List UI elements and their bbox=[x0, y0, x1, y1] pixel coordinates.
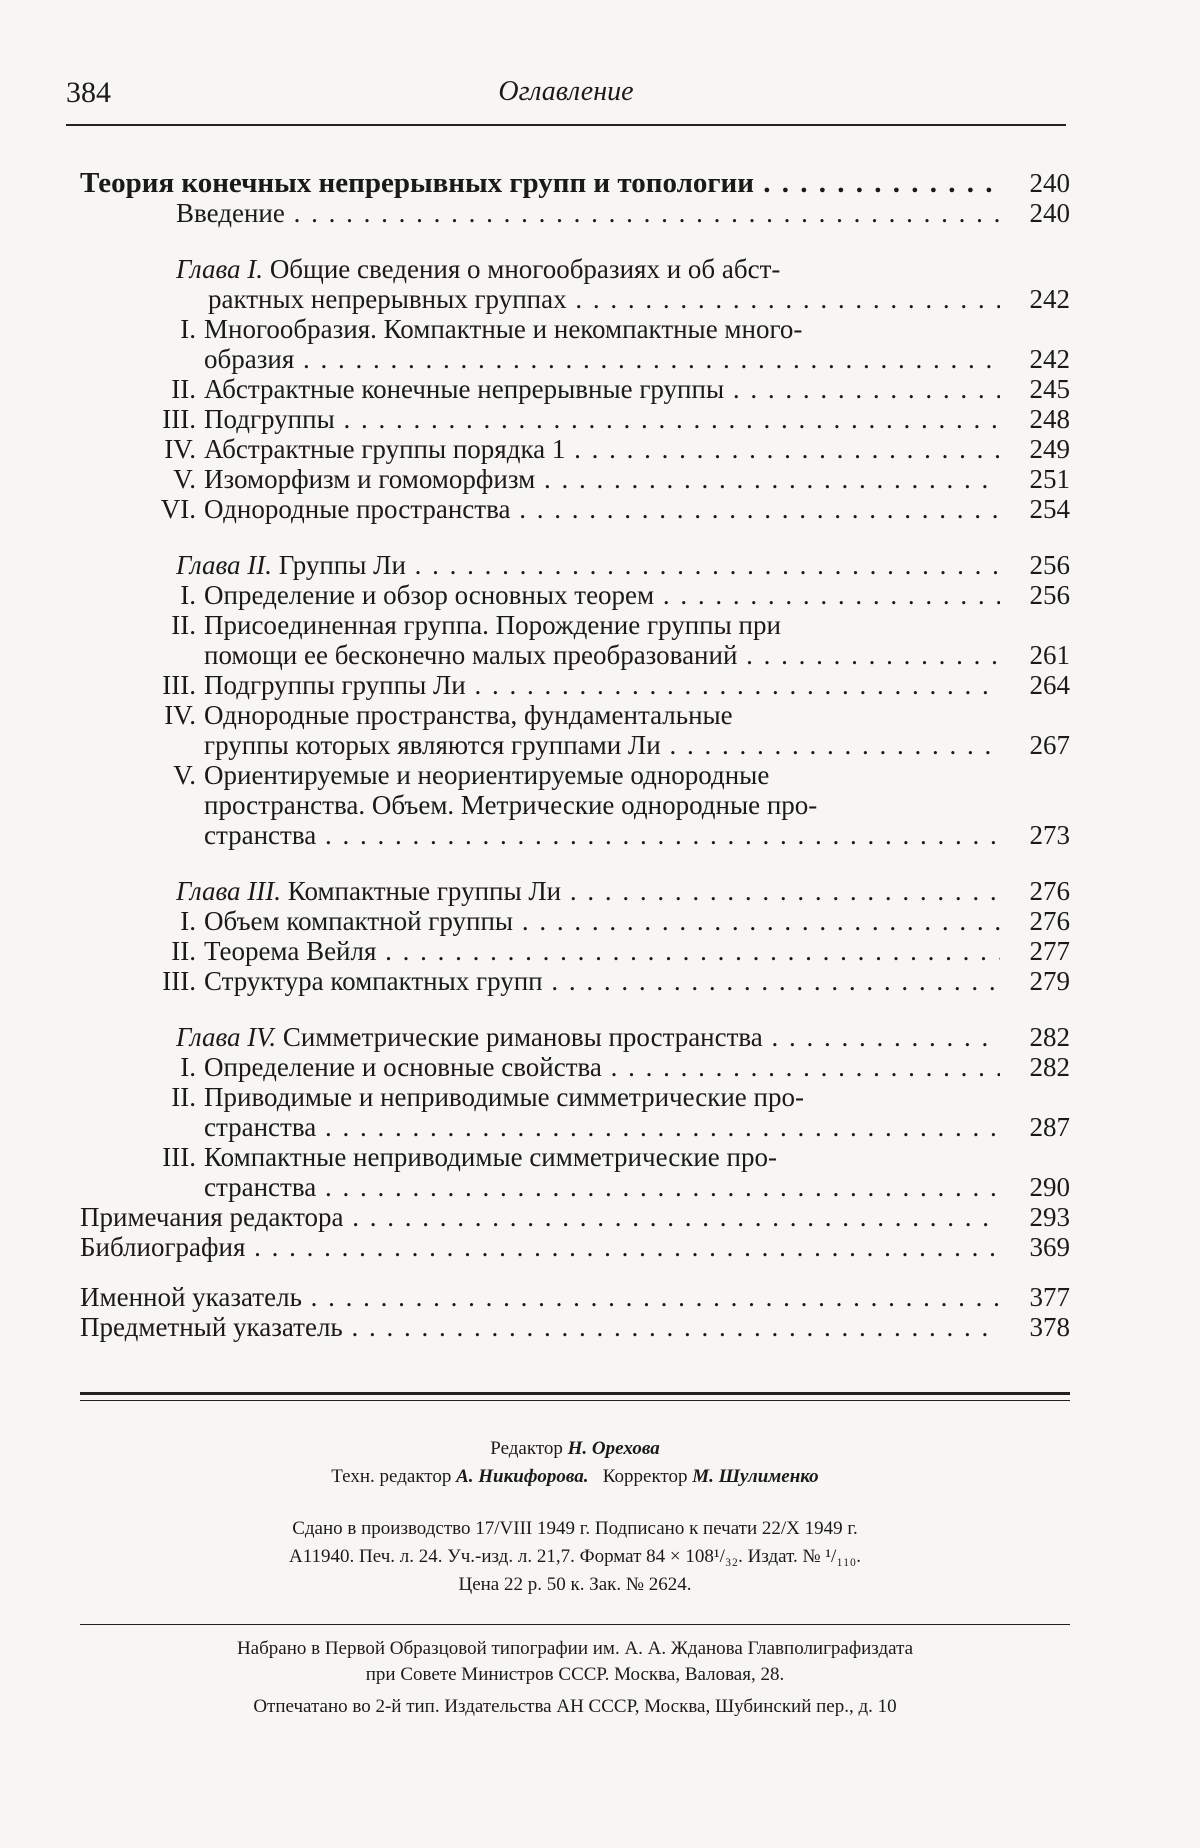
toc-item-number: I. bbox=[180, 580, 196, 610]
toc-entry bbox=[80, 760, 1070, 850]
toc-entry bbox=[80, 464, 1070, 494]
toc-page-number: 293 bbox=[1029, 1202, 1070, 1232]
toc-entry bbox=[80, 580, 1070, 610]
toc-entry-text: Присоединенная группа. Порождение группы при bbox=[204, 610, 781, 640]
toc-item-number: II. bbox=[171, 1082, 196, 1112]
toc-page-number: 264 bbox=[1029, 670, 1070, 700]
running-title: Оглавление bbox=[498, 76, 634, 107]
toc-page-number: 256 bbox=[1029, 550, 1070, 580]
toc-page-number: 267 bbox=[1029, 730, 1070, 760]
toc-entry-text: помощи ее бесконечно малых преобразований . . . bbox=[204, 640, 1000, 670]
toc-item-number: III. bbox=[162, 966, 196, 996]
toc-entry-text: Объем компактной группы . . . bbox=[204, 906, 1000, 936]
toc-entry-text: Определение и основные свойства . . . bbox=[204, 1052, 1000, 1082]
chapter-label: Глава II. bbox=[176, 550, 273, 580]
toc-entry bbox=[80, 494, 1070, 524]
toc-entry-text: Теорема Вейля . . . bbox=[204, 936, 1000, 966]
toc-entry-text: Глава IV. Симметрические римановы пространства . . . bbox=[176, 1022, 1000, 1052]
toc-page-number: 261 bbox=[1029, 640, 1070, 670]
chapter-label: Глава I. bbox=[176, 254, 264, 284]
imprint-rule bbox=[80, 1392, 1070, 1395]
toc-entry-text: странства . . . bbox=[204, 1112, 1000, 1142]
toc-item-number: II. bbox=[171, 374, 196, 404]
toc-item-number: I. bbox=[180, 314, 196, 344]
toc-entry bbox=[80, 906, 1070, 936]
toc-item-number: III. bbox=[162, 670, 196, 700]
toc-entry bbox=[80, 1312, 1070, 1342]
toc-entry bbox=[80, 936, 1070, 966]
toc-page-number: 242 bbox=[1029, 284, 1070, 314]
toc-entry bbox=[80, 966, 1070, 996]
toc-entry-text: Приводимые и неприводимые симметрические про- bbox=[204, 1082, 804, 1112]
toc-entry-text: группы которых являются группами Ли . . . bbox=[204, 730, 1000, 760]
toc-entry bbox=[80, 314, 1070, 374]
toc-entry-text: Структура компактных групп . . . bbox=[204, 966, 1000, 996]
header-rule bbox=[66, 124, 1066, 126]
toc-item-number: IV. bbox=[164, 700, 196, 730]
page-header bbox=[66, 76, 1066, 116]
tech-editor-line bbox=[80, 1464, 1070, 1490]
toc-entry bbox=[80, 1232, 1070, 1262]
toc-page-number: 273 bbox=[1029, 820, 1070, 850]
toc-entry-text: Теория конечных непрерывных групп и топологии . . . bbox=[80, 168, 1000, 198]
toc-entry-text: пространства. Объем. Метрические однородные про- bbox=[204, 790, 818, 820]
printer-line-3: Отпечатано во 2-й тип. Издательства АН СССР, Москва, Шубинский пер., д. 10 bbox=[253, 1696, 897, 1717]
toc-entry-text: рактных непрерывных группах . . . bbox=[208, 284, 1000, 314]
toc-page-number: 251 bbox=[1029, 464, 1070, 494]
toc-page-number: 377 bbox=[1029, 1282, 1070, 1312]
toc-entry-text: Абстрактные группы порядка 1 . . . bbox=[204, 434, 1000, 464]
page-number: 384 bbox=[66, 76, 111, 109]
tech-editor-label: Техн. редактор bbox=[331, 1466, 452, 1487]
editor-name: Н. Орехова bbox=[567, 1438, 660, 1459]
printer-line-1: Набрано в Первой Образцовой типографии им. А. А. Жданова Главполиграфиздата bbox=[236, 1638, 914, 1659]
tech-editor-name: А. Никифорова. bbox=[456, 1466, 589, 1487]
toc-page-number: 282 bbox=[1029, 1022, 1070, 1052]
toc-page-number: 249 bbox=[1029, 434, 1070, 464]
toc-page-number: 254 bbox=[1029, 494, 1070, 524]
toc-item-number: V. bbox=[173, 760, 196, 790]
toc-item-number: III. bbox=[162, 1142, 196, 1172]
toc-item-number: III. bbox=[162, 404, 196, 434]
toc-entry bbox=[80, 1282, 1070, 1312]
toc-page-number: 279 bbox=[1029, 966, 1070, 996]
toc-entry-text: Компактные неприводимые симметрические про- bbox=[204, 1142, 777, 1172]
toc-entry bbox=[80, 1022, 1070, 1052]
toc-page-number: 369 bbox=[1029, 1232, 1070, 1262]
toc-entry-text: Примечания редактора . . . bbox=[80, 1202, 1000, 1232]
toc-page-number: 290 bbox=[1029, 1172, 1070, 1202]
imprint-price: Цена 22 р. 50 к. Зак. № 2624. bbox=[458, 1574, 692, 1595]
toc-entry-text: Подгруппы . . . bbox=[204, 404, 1000, 434]
toc-entry bbox=[80, 168, 1070, 198]
editor-line bbox=[80, 1436, 1070, 1462]
toc-page-number: 240 bbox=[1029, 168, 1070, 198]
toc-entry-text: Определение и обзор основных теорем . . . bbox=[204, 580, 1000, 610]
toc-page-number: 378 bbox=[1029, 1312, 1070, 1342]
toc-entry bbox=[80, 1052, 1070, 1082]
printer-line-2: при Совете Министров СССР. Москва, Валовая, 28. bbox=[365, 1664, 785, 1685]
toc-entry-text: Однородные пространства . . . bbox=[204, 494, 1000, 524]
toc-entry bbox=[80, 1202, 1070, 1232]
toc-page-number: 248 bbox=[1029, 404, 1070, 434]
toc-entry-text: Изоморфизм и гомоморфизм . . . bbox=[204, 464, 1000, 494]
toc-item-number: II. bbox=[171, 610, 196, 640]
toc-entry bbox=[80, 610, 1070, 670]
chapter-label: Глава III. bbox=[176, 876, 282, 906]
toc-entry-text: странства . . . bbox=[204, 820, 1000, 850]
toc-entry-text: Введение . . . bbox=[176, 198, 1000, 228]
toc-page-number: 240 bbox=[1029, 198, 1070, 228]
toc-entry bbox=[80, 434, 1070, 464]
toc-entry-text: Глава I. Общие сведения о многообразиях и об абст- bbox=[176, 254, 781, 284]
toc-entry-text: Глава III. Компактные группы Ли . . . bbox=[176, 876, 1000, 906]
imprint-production-dates: Сдано в производство 17/VIII 1949 г. Подписано к печати 22/X 1949 г. bbox=[292, 1518, 858, 1539]
imprint-rule-thin bbox=[80, 1400, 1070, 1401]
toc-page-number: 276 bbox=[1029, 876, 1070, 906]
toc-entry bbox=[80, 1082, 1070, 1142]
toc-entry-text: Подгруппы группы Ли . . . bbox=[204, 670, 1000, 700]
toc-item-number: I. bbox=[180, 1052, 196, 1082]
toc-page-number: 245 bbox=[1029, 374, 1070, 404]
toc-page-number: 242 bbox=[1029, 344, 1070, 374]
toc-page-number: 282 bbox=[1029, 1052, 1070, 1082]
toc-entry bbox=[80, 670, 1070, 700]
toc-page-number: 287 bbox=[1029, 1112, 1070, 1142]
corrector-name: М. Шулименко bbox=[692, 1466, 819, 1487]
toc-entry-text: Абстрактные конечные непрерывные группы . . . bbox=[204, 374, 1000, 404]
toc-item-number: V. bbox=[173, 464, 196, 494]
toc-entry bbox=[80, 374, 1070, 404]
toc-entry-text: Однородные пространства, фундаментальные bbox=[204, 700, 733, 730]
toc-entry bbox=[80, 198, 1070, 228]
toc-entry bbox=[80, 550, 1070, 580]
corrector-label: Корректор bbox=[602, 1466, 688, 1487]
toc-entry-text: образия . . . bbox=[204, 344, 1000, 374]
toc-entry bbox=[80, 254, 1070, 314]
toc-entry bbox=[80, 1142, 1070, 1202]
toc-entry-text: Многообразия. Компактные и некомпактные много- bbox=[204, 314, 803, 344]
toc-item-number: IV. bbox=[164, 434, 196, 464]
toc-item-number: II. bbox=[171, 936, 196, 966]
toc-entry-text: Глава II. Группы Ли . . . bbox=[176, 550, 1000, 580]
toc-entry-text: Именной указатель . . . bbox=[80, 1282, 1000, 1312]
printer-rule bbox=[80, 1624, 1070, 1625]
toc-page-number: 276 bbox=[1029, 906, 1070, 936]
toc-entry-text: Библиография . . . bbox=[80, 1232, 1000, 1262]
toc-entry-text: Ориентируемые и неориентируемые однородные bbox=[204, 760, 770, 790]
chapter-label: Глава IV. bbox=[176, 1022, 277, 1052]
toc-entry bbox=[80, 700, 1070, 760]
toc-page-number: 277 bbox=[1029, 936, 1070, 966]
editor-label: Редактор bbox=[490, 1438, 563, 1459]
toc-entry bbox=[80, 876, 1070, 906]
imprint-format: А11940. Печ. л. 24. Уч.-изд. л. 21,7. Формат 84 × 108¹/₃₂. Издат. № ¹/₁₁₀. bbox=[289, 1546, 861, 1567]
toc-page-number: 256 bbox=[1029, 580, 1070, 610]
toc-entry bbox=[80, 404, 1070, 434]
toc-item-number: I. bbox=[180, 906, 196, 936]
toc-entry-text: Предметный указатель . . . bbox=[80, 1312, 1000, 1342]
toc-entry-text: странства . . . bbox=[204, 1172, 1000, 1202]
toc-item-number: VI. bbox=[160, 494, 196, 524]
